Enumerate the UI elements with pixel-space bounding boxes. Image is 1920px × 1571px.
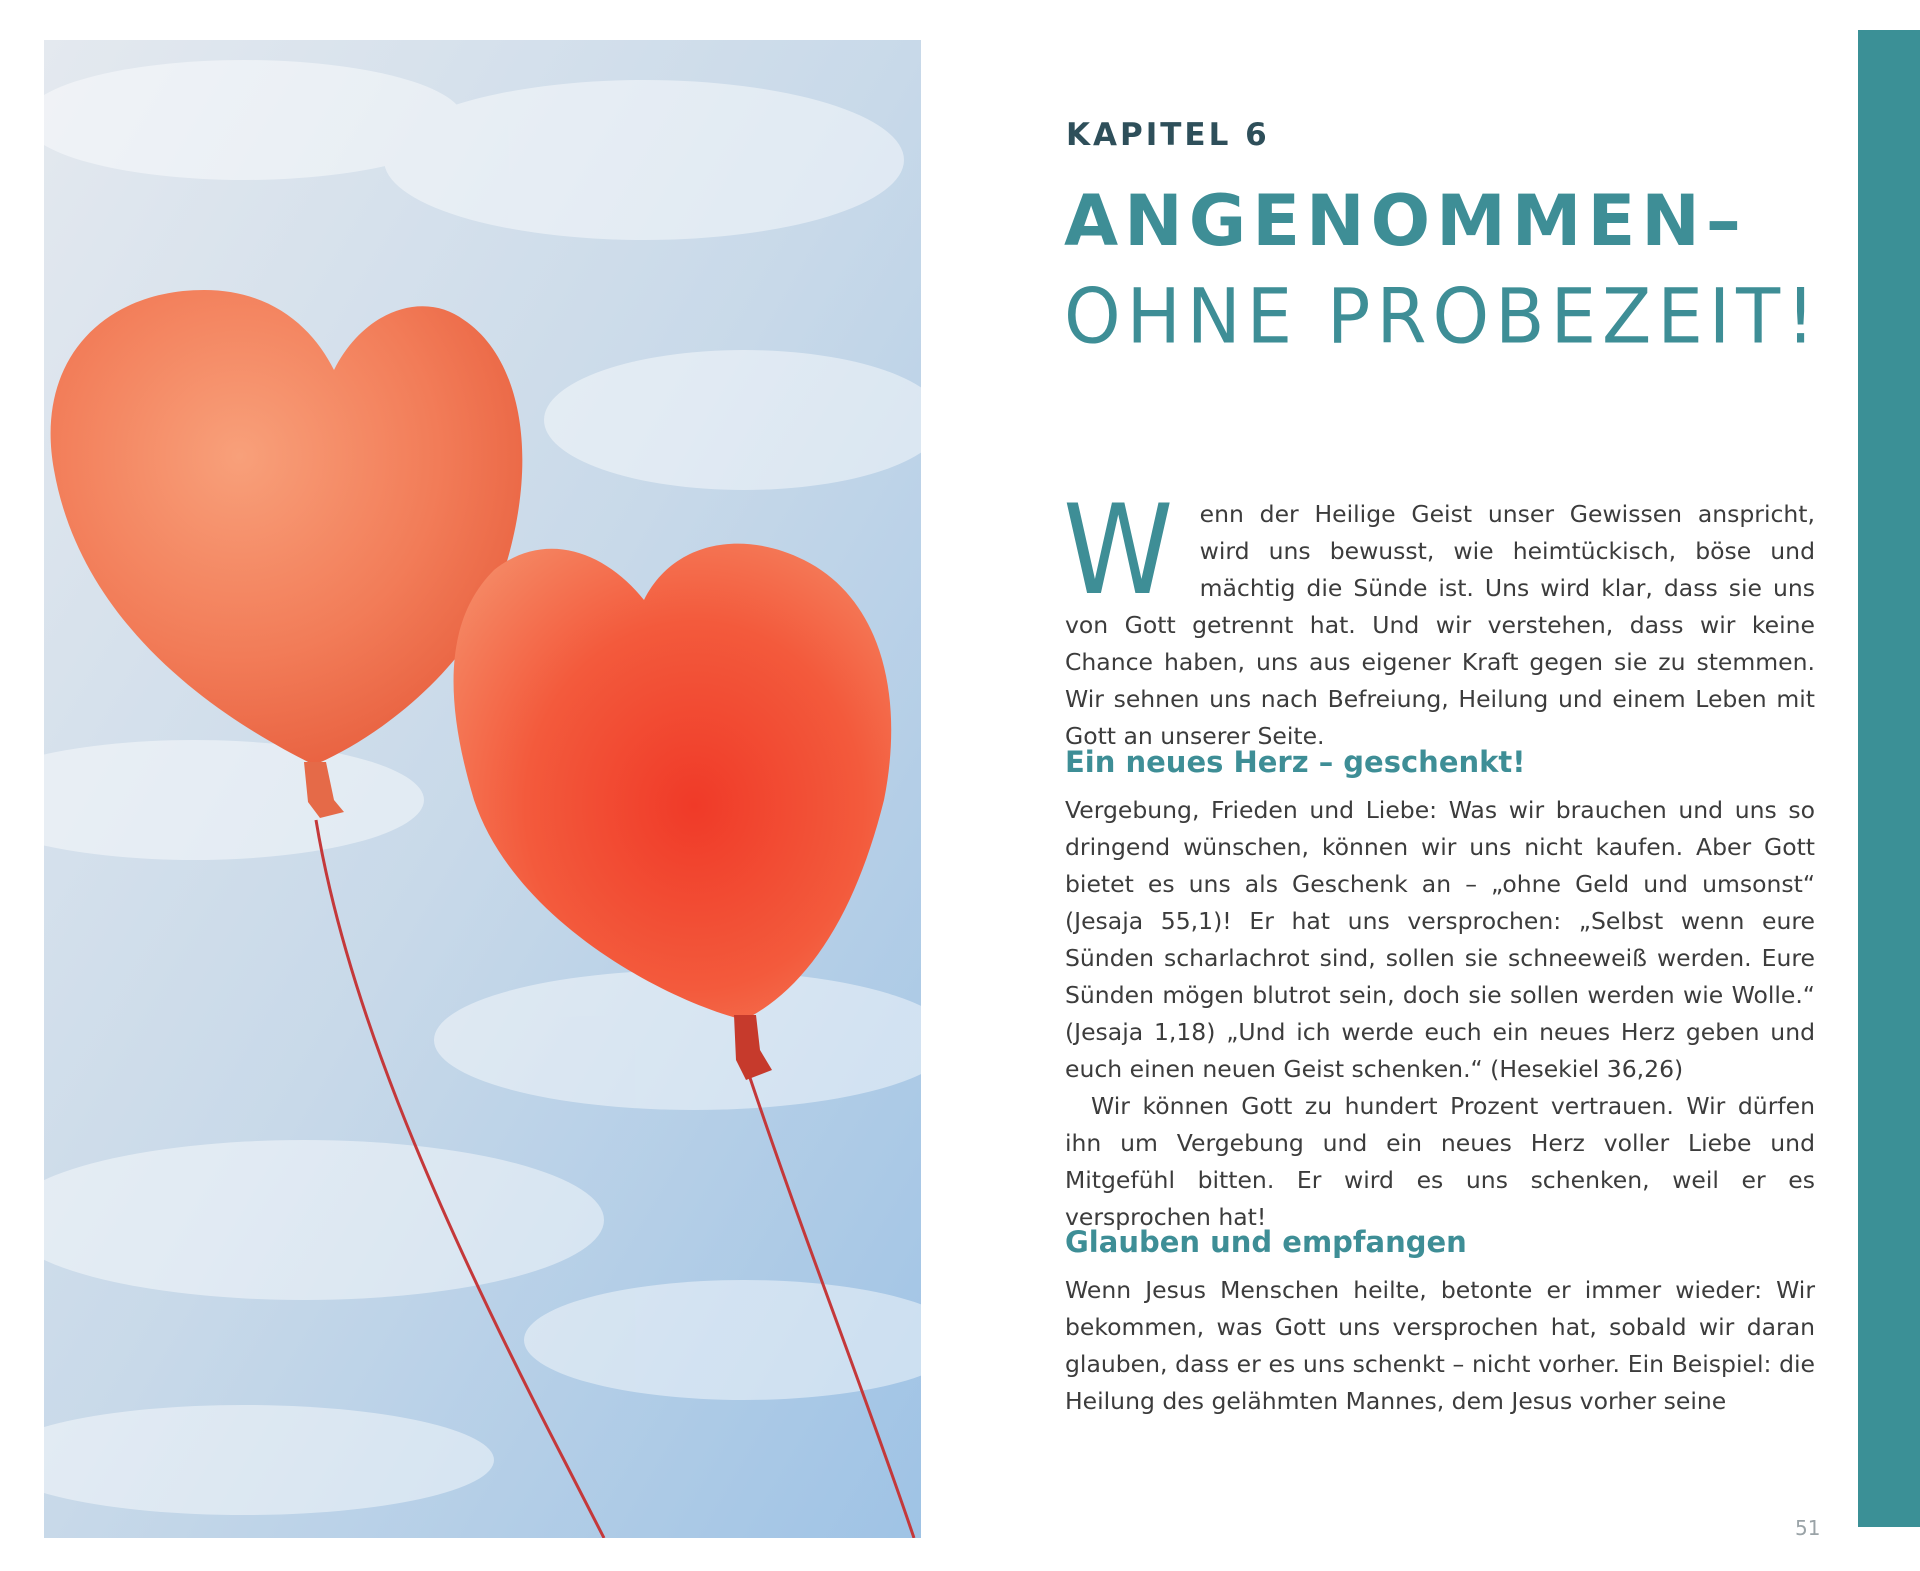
intro-paragraph [1063, 479, 1815, 755]
section-heading-glauben: Glauben und empfangen [1065, 1225, 1467, 1259]
balloons-illustration [44, 40, 921, 1538]
drop-cap: W [1063, 479, 1174, 623]
chapter-title-line2: OHNE PROBEZEIT! [1064, 272, 1821, 361]
intro-text: enn der Heilige Geist unser Gewissen anspricht, wird uns bewusst, wie heimtückisch, böse und mächtig die Sünde ist. Uns wird klar, dass sie uns von Gott getrennt hat. Und wir verstehen, dass wir keine Chance haben, uns aus eigener Kraft gegen sie zu stemmen. Wir sehnen uns nach Befreiung, Heilung und einem Leben mit Gott an unserer Seite. [1065, 500, 1815, 750]
section-heading-neues-herz: Ein neues Herz – geschenkt! [1065, 745, 1526, 779]
chapter-label: KAPITEL 6 [1066, 117, 1270, 153]
section1-paragraph1: Vergebung, Frieden und Liebe: Was wir brauchen und uns so dringend wünschen, können wir uns nicht kaufen. Aber Gott bietet es uns als Geschenk an – „ohne Geld und umsonst“ (Jesaja 55,1)! Er hat uns versprochen: „Selbst wenn eure Sünden scharlachrot sind, sollen sie schneeweiß werden. Eure Sünden mögen blutrot sein, doch sie sollen werden wie Wolle.“ (Jesaja 1,18) „Und ich werde euch ein neues Herz geben und euch einen neuen Geist schenken.“ (Hesekiel 36,26) [1065, 796, 1815, 1083]
page-number: 51 [1795, 1516, 1821, 1540]
balloons-photo [44, 40, 921, 1538]
section2-paragraph1: Wenn Jesus Menschen heilte, betonte er immer wieder: Wir bekommen, was Gott uns versprochen hat, sobald wir daran glauben, dass er es uns schenkt – nicht vorher. Ein Beispiel: die Heilung des gelähmten Mannes, dem Jesus vorher seine [1065, 1276, 1815, 1415]
side-accent-bar [1858, 30, 1920, 1527]
section1-paragraph2: Wir können Gott zu hundert Prozent vertrauen. Wir dürfen ihn um Vergebung und ein neues Herz voller Liebe und Mitgefühl bitten. Er wird es uns schenken, weil er es versprochen hat! [1065, 1092, 1815, 1231]
chapter-title-line1: ANGENOMMEN– [1064, 180, 1747, 262]
